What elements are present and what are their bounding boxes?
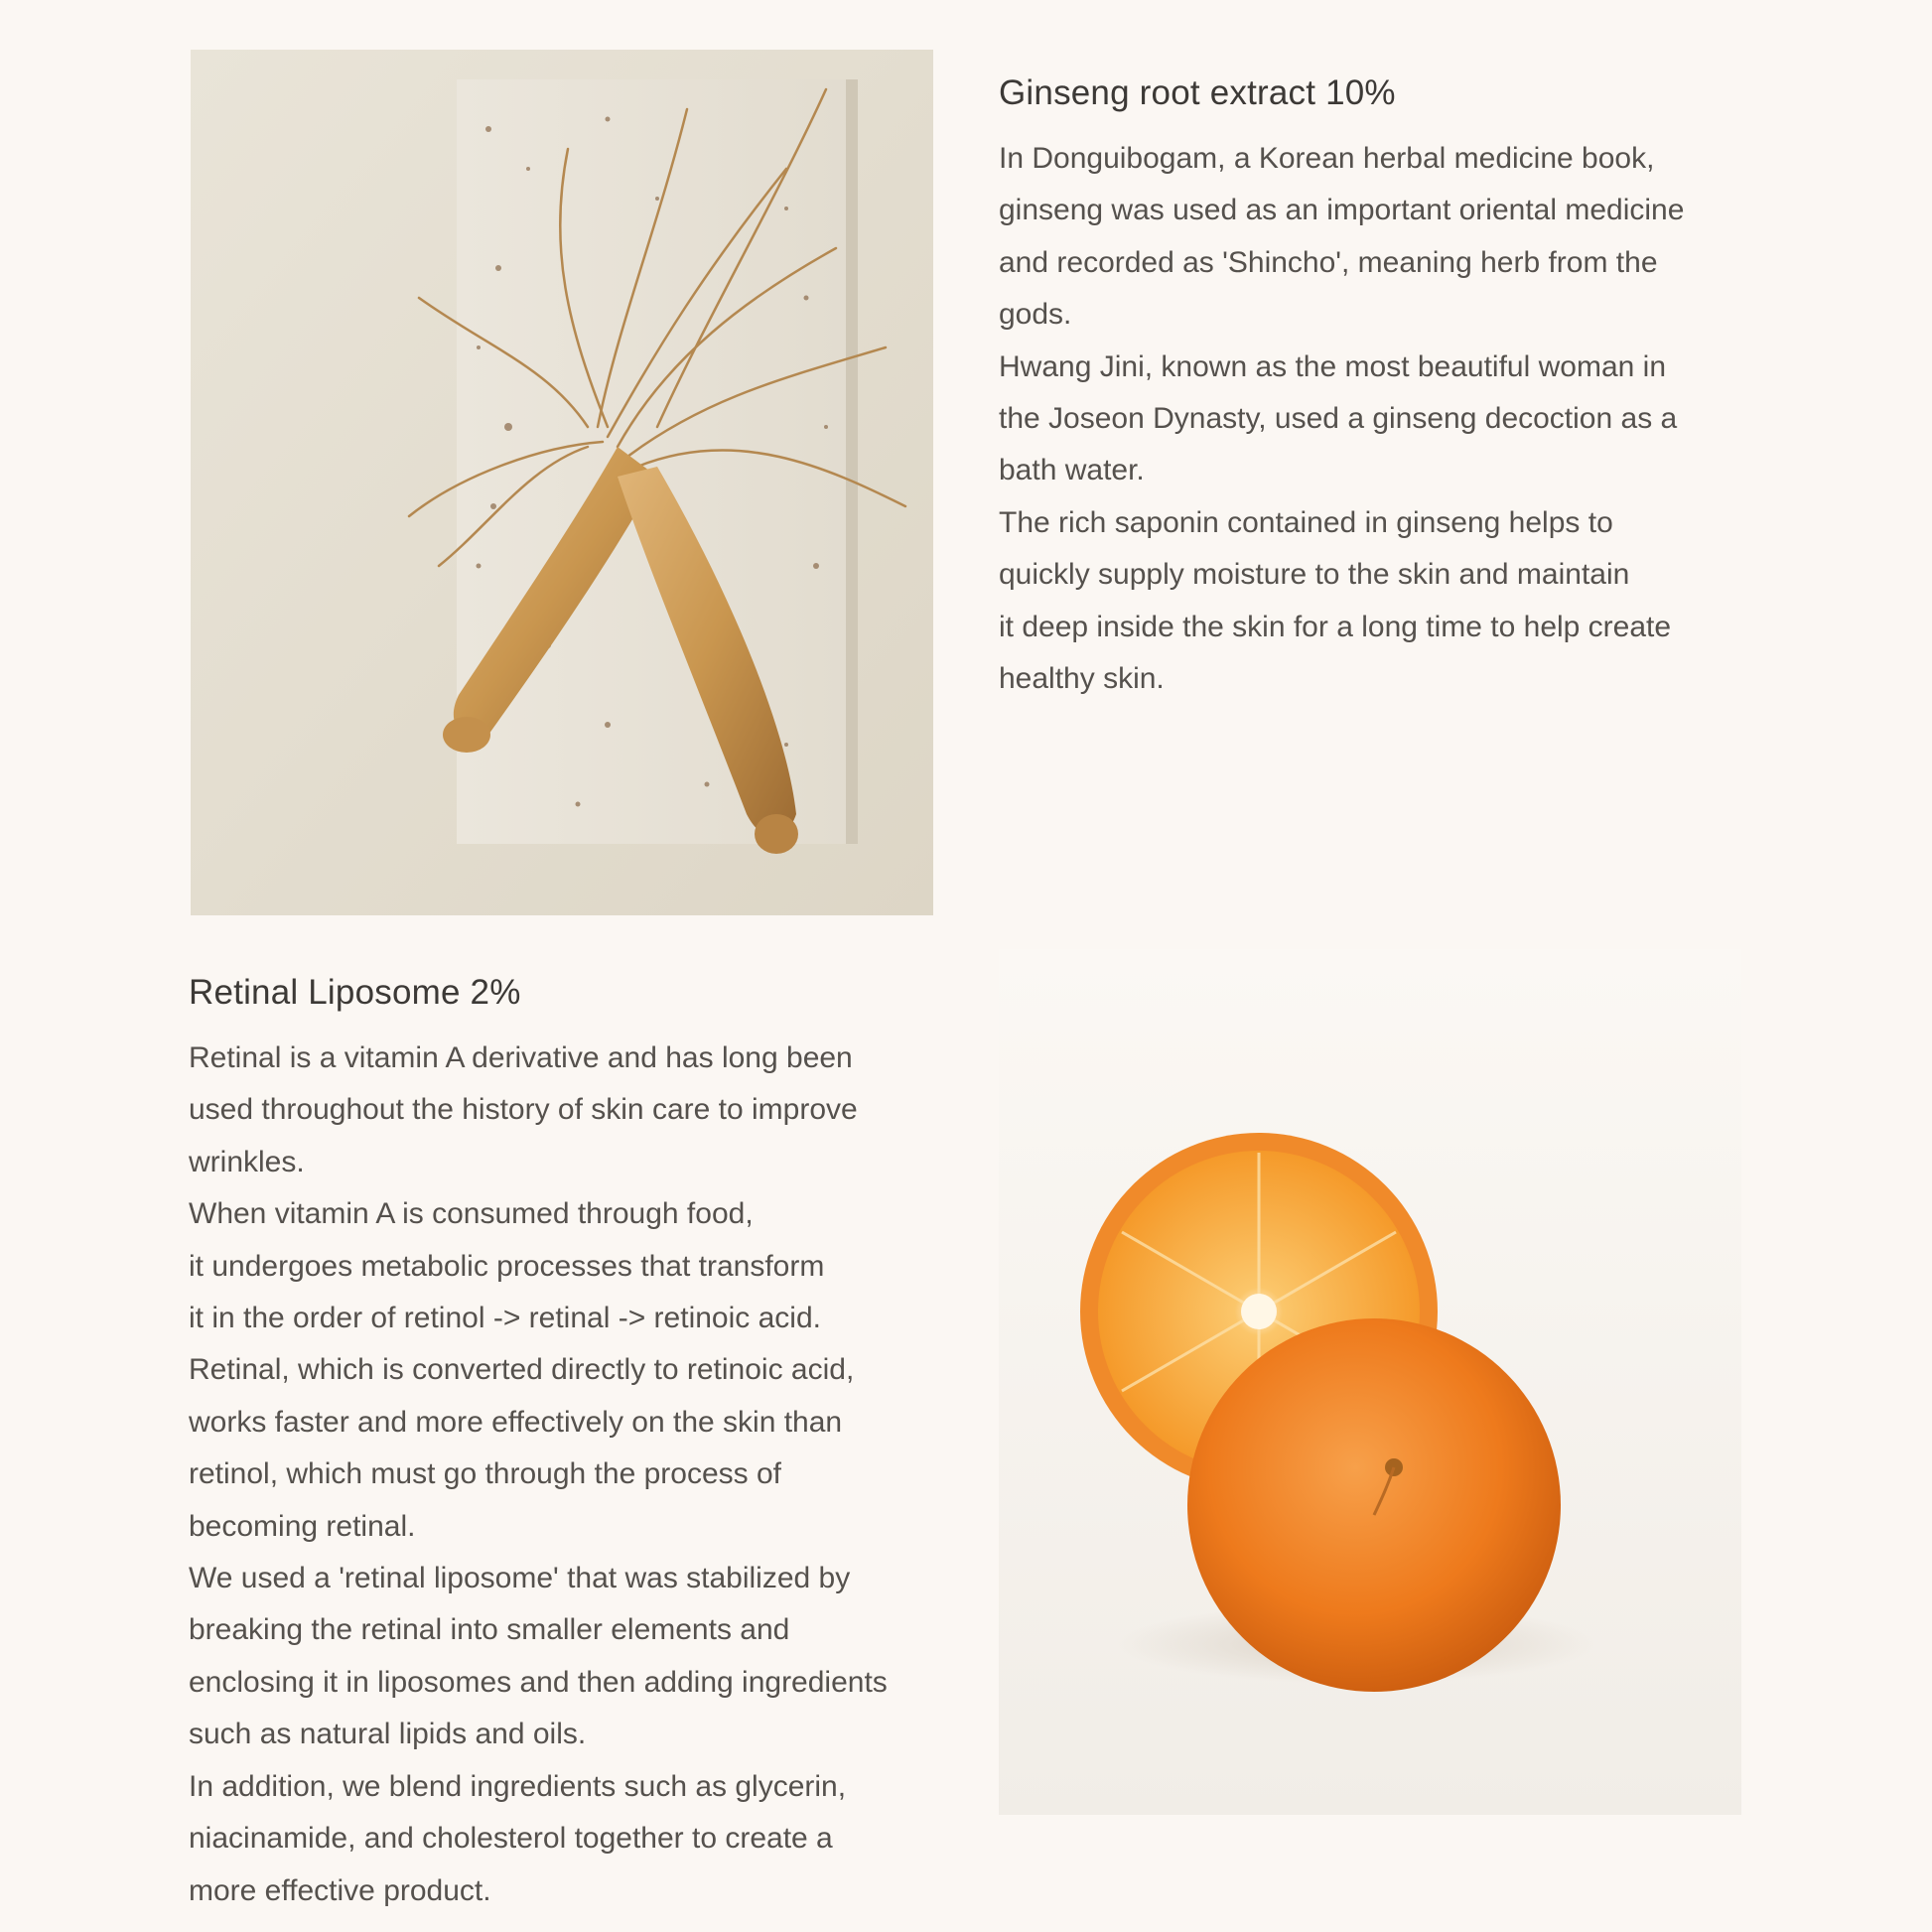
ginseng-line: gods.: [999, 298, 1072, 332]
retinal-line: In addition, we blend ingredients such as glycerin,: [189, 1769, 847, 1803]
retinal-line: such as natural lipids and oils.: [189, 1718, 587, 1751]
retinal-line: works faster and more effectively on the skin than: [189, 1405, 843, 1439]
ginseng-line: ginseng was used as an important oriental medicine: [999, 194, 1685, 227]
ginseng-line: and recorded as 'Shincho', meaning herb from the: [999, 245, 1658, 279]
retinal-section: [189, 973, 953, 1917]
ginseng-line: the Joseon Dynasty, used a ginseng decoction as a: [999, 402, 1678, 436]
ginseng-line: quickly supply moisture to the skin and maintain: [999, 558, 1630, 592]
retinal-line: breaking the retinal into smaller elements and: [189, 1613, 790, 1647]
ginseng-title: Ginseng root extract 10%: [999, 73, 1396, 112]
ginseng-line: bath water.: [999, 454, 1145, 487]
retinal-line: becoming retinal.: [189, 1509, 416, 1543]
orange-photo: [999, 949, 1741, 1815]
retinal-line: niacinamide, and cholesterol together to create a: [189, 1822, 833, 1856]
retinal-line: enclosing it in liposomes and then adding ingredients: [189, 1665, 888, 1699]
retinal-line: When vitamin A is consumed through food,: [189, 1197, 754, 1231]
retinal-line: used throughout the history of skin care to improve: [189, 1093, 858, 1127]
retinal-line: more effective product.: [189, 1873, 491, 1907]
ginseng-line: In Donguibogam, a Korean herbal medicine book,: [999, 142, 1655, 175]
retinal-line: it undergoes metabolic processes that transform: [189, 1249, 825, 1283]
ginseng-line: The rich saponin contained in ginseng helps to: [999, 505, 1613, 539]
ginseng-line: Hwang Jini, known as the most beautiful woman in: [999, 349, 1667, 383]
ginseng-section: [999, 73, 1753, 705]
retinal-line: Retinal is a vitamin A derivative and has long been: [189, 1041, 853, 1074]
ginseng-line: healthy skin.: [999, 662, 1165, 696]
retinal-line: retinol, which must go through the process of: [189, 1457, 781, 1491]
ginseng-root-photo: [191, 50, 933, 915]
retinal-line: Retinal, which is converted directly to retinoic acid,: [189, 1353, 855, 1387]
retinal-title: Retinal Liposome 2%: [189, 973, 521, 1012]
ginseng-line: it deep inside the skin for a long time to help create: [999, 610, 1672, 643]
retinal-line: it in the order of retinol -> retinal -> retinoic acid.: [189, 1302, 821, 1335]
retinal-line: We used a 'retinal liposome' that was stabilized by: [189, 1562, 851, 1595]
retinal-line: wrinkles.: [189, 1145, 305, 1178]
